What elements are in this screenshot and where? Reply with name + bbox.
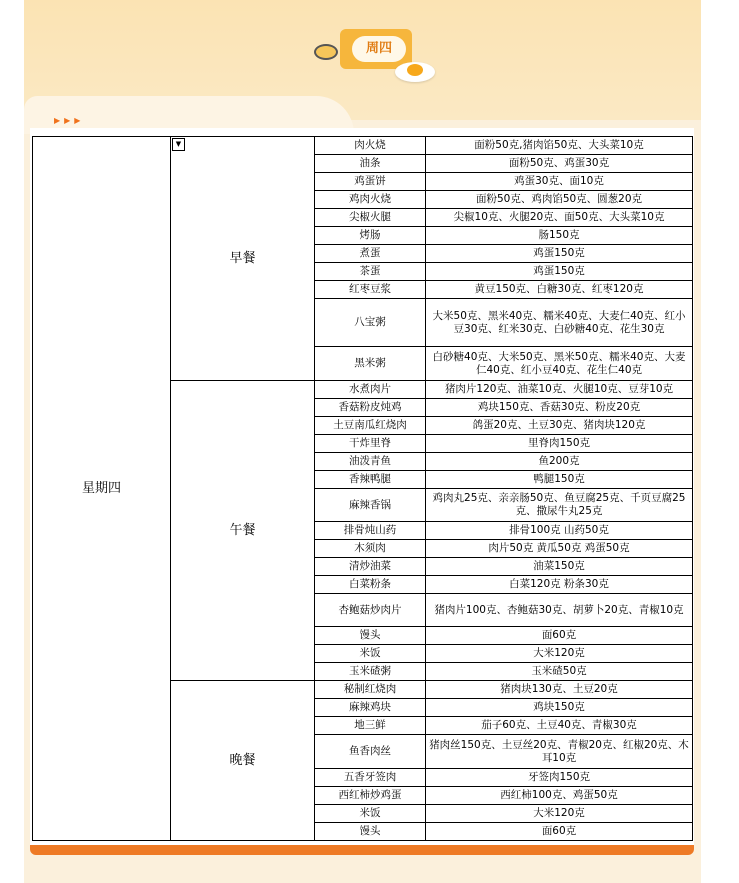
dish-name-cell: 八宝粥 (315, 299, 426, 347)
menu-table (32, 136, 693, 841)
meal-cell (171, 381, 315, 681)
ingredients-cell: 鸡蛋150克 (426, 245, 693, 263)
dish-name-cell: 清炒油菜 (315, 558, 426, 576)
ingredients-cell: 面60克 (426, 823, 693, 841)
dish-name-cell: 米饭 (315, 805, 426, 823)
dish-name-cell: 白菜粉条 (315, 576, 426, 594)
ingredients-cell: 玉米碴50克 (426, 663, 693, 681)
ingredients-cell: 排骨100克 山药50克 (426, 522, 693, 540)
dish-name-cell: 麻辣鸡块 (315, 699, 426, 717)
ingredients-cell: 油菜150克 (426, 558, 693, 576)
dish-name-cell: 鸡蛋饼 (315, 173, 426, 191)
ingredients-cell: 鸡块150克 (426, 699, 693, 717)
ingredients-cell: 大米120克 (426, 805, 693, 823)
meal-label: 午餐 (229, 523, 256, 538)
dish-name-cell: 油条 (315, 155, 426, 173)
ingredients-cell: 鸽蛋20克、土豆30克、猪肉块120克 (426, 417, 693, 435)
dish-name-cell: 鱼香肉丝 (315, 735, 426, 769)
ingredients-cell: 白菜120克 粉条30克 (426, 576, 693, 594)
dish-name-cell: 排骨炖山药 (315, 522, 426, 540)
ingredients-cell: 猪肉片100克、杏鲍菇30克、胡萝卜20克、青椒10克 (426, 594, 693, 627)
ingredients-cell: 面粉50克、鸡蛋30克 (426, 155, 693, 173)
dish-name-cell: 油泼青鱼 (315, 453, 426, 471)
dish-name-cell: 鸡肉火烧 (315, 191, 426, 209)
table-row (33, 137, 693, 155)
ingredients-cell: 大米120克 (426, 645, 693, 663)
ingredients-cell: 西红柿100克、鸡蛋50克 (426, 787, 693, 805)
day-badge: 周四 (352, 36, 406, 62)
triple-arrow-icon: ▶▶▶ (54, 116, 85, 125)
ingredients-cell: 肉片50克 黄瓜50克 鸡蛋50克 (426, 540, 693, 558)
ingredients-cell: 鸭腿150克 (426, 471, 693, 489)
dish-name-cell: 干炸里脊 (315, 435, 426, 453)
dish-name-cell: 煮蛋 (315, 245, 426, 263)
ingredients-cell: 尖椒10克、火腿20克、面50克、大头菜10克 (426, 209, 693, 227)
ingredients-cell: 黄豆150克、白糖30克、红枣120克 (426, 281, 693, 299)
dish-name-cell: 肉火烧 (315, 137, 426, 155)
dish-name-cell: 馒头 (315, 823, 426, 841)
meal-label: 早餐 (229, 251, 256, 266)
egg-yolk-icon (407, 64, 423, 76)
dish-name-cell: 米饭 (315, 645, 426, 663)
dish-name-cell: 土豆南瓜红烧肉 (315, 417, 426, 435)
ingredients-cell: 鸡蛋150克 (426, 263, 693, 281)
dish-name-cell: 水煮肉片 (315, 381, 426, 399)
ingredients-cell: 面粉50克、鸡肉馅50克、圆葱20克 (426, 191, 693, 209)
dish-name-cell: 黑米粥 (315, 347, 426, 381)
dish-name-cell: 秘制红烧肉 (315, 681, 426, 699)
dish-name-cell: 馒头 (315, 627, 426, 645)
ingredients-cell: 白砂糖40克、大米50克、黑米50克、糯米40克、大麦仁40克、红小豆40克、花生仁40克 (426, 347, 693, 381)
ingredients-cell: 猪肉块130克、土豆20克 (426, 681, 693, 699)
meal-label: 晚餐 (229, 753, 256, 768)
dropdown-arrow-icon[interactable]: ▼ (172, 138, 185, 151)
dish-name-cell: 地三鲜 (315, 717, 426, 735)
dish-name-cell: 香辣鸭腿 (315, 471, 426, 489)
dish-name-cell: 木须肉 (315, 540, 426, 558)
ingredients-cell: 肠150克 (426, 227, 693, 245)
ingredients-cell: 茄子60克、土豆40克、青椒30克 (426, 717, 693, 735)
ingredients-cell: 鸡块150克、香菇30克、粉皮20克 (426, 399, 693, 417)
dish-name-cell: 西红柿炒鸡蛋 (315, 787, 426, 805)
ingredients-cell: 大米50克、黑米40克、糯米40克、大麦仁40克、红小豆30克、红米30克、白砂糖40克、花生30克 (426, 299, 693, 347)
dish-name-cell: 茶蛋 (315, 263, 426, 281)
ingredients-cell: 里脊肉150克 (426, 435, 693, 453)
dish-name-cell: 尖椒火腿 (315, 209, 426, 227)
ingredients-cell: 猪肉丝150克、土豆丝20克、青椒20克、红椒20克、木耳10克 (426, 735, 693, 769)
day-cell: 星期四 (33, 137, 171, 841)
dish-name-cell: 烤肠 (315, 227, 426, 245)
dish-name-cell: 红枣豆浆 (315, 281, 426, 299)
dish-name-cell: 杏鲍菇炒肉片 (315, 594, 426, 627)
ingredients-cell: 面粉50克,猪肉馅50克、大头菜10克 (426, 137, 693, 155)
dish-name-cell: 香菇粉皮炖鸡 (315, 399, 426, 417)
bottom-accent-bar (30, 845, 694, 855)
ingredients-cell: 鱼200克 (426, 453, 693, 471)
ingredients-cell: 猪肉片120克、油菜10克、火腿10克、豆芽10克 (426, 381, 693, 399)
dish-name-cell: 五香牙签肉 (315, 769, 426, 787)
meal-cell (171, 681, 315, 841)
ingredients-cell: 面60克 (426, 627, 693, 645)
dish-name-cell: 玉米碴粥 (315, 663, 426, 681)
tag-ring-icon (314, 44, 338, 60)
ingredients-cell: 牙签肉150克 (426, 769, 693, 787)
meal-cell (171, 137, 315, 381)
ingredients-cell: 鸡蛋30克、面10克 (426, 173, 693, 191)
dish-name-cell: 麻辣香锅 (315, 489, 426, 522)
ingredients-cell: 鸡肉丸25克、亲亲肠50克、鱼豆腐25克、千页豆腐25克、撒尿牛丸25克 (426, 489, 693, 522)
